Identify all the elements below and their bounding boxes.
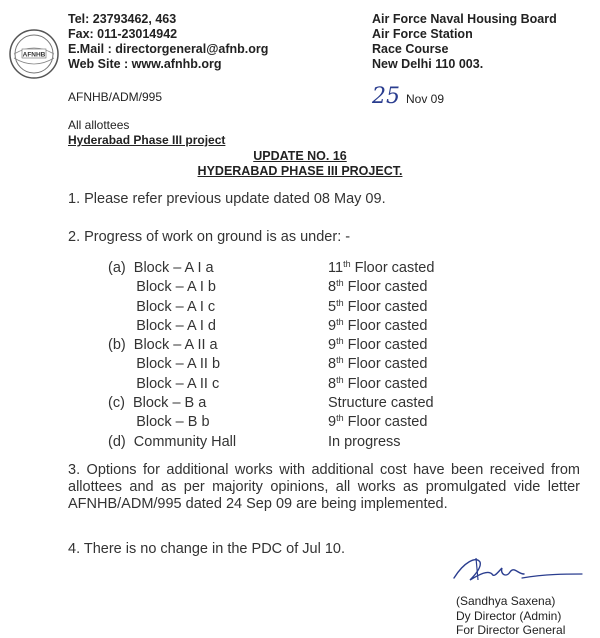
ordinal-suffix: th	[336, 355, 344, 366]
block-status	[328, 434, 401, 450]
subject	[0, 149, 600, 179]
reference-number: AFNHB/ADM/995	[68, 90, 163, 104]
floor-number: 8	[328, 375, 337, 392]
block-status	[328, 260, 434, 276]
ordinal-suffix: th	[336, 278, 344, 289]
paragraph-4: 4. There is no change in the PDC of Jul 10.	[68, 541, 346, 557]
block-status	[328, 414, 427, 430]
block-status	[328, 376, 427, 392]
status-text: Floor casted	[343, 414, 428, 431]
ordinal-suffix: th	[343, 259, 351, 269]
handwritten-day: 25	[372, 84, 400, 109]
recipients	[68, 118, 225, 148]
status-text: Floor casted	[343, 279, 428, 296]
fax: Fax: 011-23014942	[68, 27, 178, 41]
status-text: Structure casted	[328, 395, 434, 412]
block-status	[328, 337, 427, 353]
month-year: Nov 09	[406, 92, 445, 106]
signatory-for: For Director General	[456, 623, 566, 637]
signatory-block	[456, 594, 565, 638]
paragraph-1: 1. Please refer previous update dated 08 May 09.	[68, 191, 386, 207]
block-label: Block – A II c	[108, 375, 220, 392]
floor-number: 8	[328, 356, 337, 373]
status-text: In progress	[328, 433, 401, 450]
website: Web Site : www.afnhb.org	[68, 57, 222, 71]
recipients-line: All allottees	[68, 118, 130, 132]
afnhb-emblem-logo	[8, 28, 60, 80]
block-label: (c) Block – B a	[108, 395, 207, 412]
address-line: New Delhi 110 003.	[372, 57, 484, 71]
block-label: Block – A I b	[108, 279, 216, 296]
block-status	[328, 395, 434, 411]
status-text: Floor casted	[343, 317, 428, 334]
floor-number: 9	[328, 337, 337, 354]
project-title: HYDERABAD PHASE III PROJECT.	[197, 164, 403, 178]
floor-number: 9	[328, 317, 337, 334]
recipients-project: Hyderabad Phase III project	[68, 133, 226, 147]
ordinal-suffix: th	[336, 336, 344, 347]
floor-number: 8	[328, 279, 337, 296]
status-text: Floor casted	[343, 298, 428, 315]
letterhead-address	[372, 12, 557, 72]
handwritten-signature	[436, 552, 584, 588]
block-status	[328, 299, 427, 315]
floor-number: 5	[328, 298, 337, 315]
address-line: Race Course	[372, 42, 449, 56]
svg-text:AFNHB: AFNHB	[22, 51, 46, 59]
floor-number: 9	[328, 414, 337, 431]
telephone: Tel: 23793462, 463	[68, 12, 177, 26]
email: E.Mail : directorgeneral@afnb.org	[68, 42, 269, 56]
block-status	[328, 318, 427, 334]
status-text: Floor casted	[343, 356, 428, 373]
ordinal-suffix: th	[336, 316, 344, 327]
address-line: Air Force Station	[372, 27, 473, 41]
block-label: Block – A I d	[108, 317, 216, 334]
status-text: Floor casted	[350, 260, 435, 276]
paragraph-2: 2. Progress of work on ground is as under: -	[68, 229, 351, 245]
block-label: (a) Block – A I a	[108, 260, 214, 276]
block-status	[328, 279, 427, 295]
status-text: Floor casted	[343, 375, 428, 392]
ordinal-suffix: th	[336, 297, 344, 308]
letterhead-contact	[68, 12, 268, 72]
signatory-name: (Sandhya Saxena)	[456, 594, 556, 608]
paragraph-3: 3. Options for additional works with additional cost have been received from allottees and as per majority opinions, all works as promulgated vide letter AFNHB/ADM/995 dated 24 Sep 09 are being implemented.	[68, 462, 580, 512]
block-label: (d) Community Hall	[108, 433, 237, 450]
update-number: UPDATE NO. 16	[253, 149, 347, 163]
letter-date	[372, 84, 444, 109]
ordinal-suffix: th	[336, 413, 344, 424]
ordinal-suffix: th	[336, 374, 344, 385]
block-label: Block – A I c	[108, 298, 216, 315]
block-label: (b) Block – A II a	[108, 337, 218, 354]
block-label: Block – A II b	[108, 356, 221, 373]
block-status	[328, 356, 427, 372]
block-label: Block – B b	[108, 414, 210, 431]
floor-number: 11	[328, 260, 344, 276]
status-text: Floor casted	[343, 337, 428, 354]
organization-name: Air Force Naval Housing Board	[372, 12, 557, 26]
signatory-designation: Dy Director (Admin)	[456, 608, 562, 623]
